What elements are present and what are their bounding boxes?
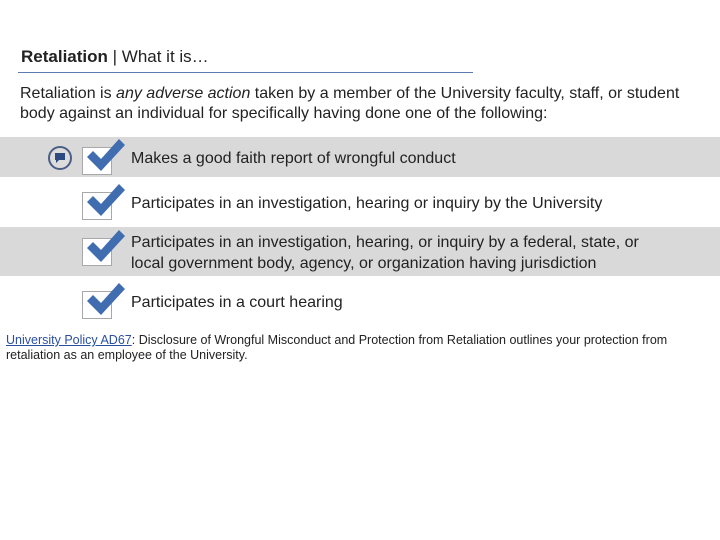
intro-paragraph: [20, 84, 710, 124]
checkmark-icon: [85, 228, 125, 266]
title-rest: What it is…: [121, 47, 209, 66]
item-label-line: local government body, agency, or organization having jurisdiction: [131, 255, 597, 272]
footer-note: [6, 333, 718, 363]
list-item: [82, 143, 712, 175]
item-label-line: Participates in an investigation, hearing, or inquiry by a federal, state, or: [131, 234, 639, 251]
checkmark-icon: [85, 281, 125, 319]
title-bold: Retaliation: [21, 47, 108, 66]
checkmark-icon: [85, 137, 125, 175]
intro-emphasis: any adverse action: [116, 85, 251, 102]
list-item: [82, 287, 712, 319]
item-label: Participates in a court hearing: [131, 294, 343, 311]
title-separator: |: [107, 47, 122, 66]
item-label: Participates in an investigation, hearing or inquiry by the University: [131, 195, 603, 212]
intro-after: taken by a member of the University faculty, staff, or student body against an individual for specifically having done one of the following:: [20, 85, 680, 122]
page-title: [21, 47, 209, 67]
intro-before: Retaliation is: [20, 85, 117, 102]
item-label: [131, 232, 639, 274]
footer-text: : Disclosure of Wrongful Misconduct and Protection from Retaliation outlines your protection from retaliation as an employee of the University.: [6, 333, 668, 362]
comment-icon[interactable]: [48, 146, 72, 170]
list-item: [82, 188, 712, 220]
policy-link[interactable]: University Policy AD67: [6, 333, 132, 347]
title-underline: [18, 72, 473, 73]
checkmark-icon: [85, 182, 125, 220]
item-label: Makes a good faith report of wrongful conduct: [131, 150, 456, 167]
list-item: [82, 232, 712, 276]
